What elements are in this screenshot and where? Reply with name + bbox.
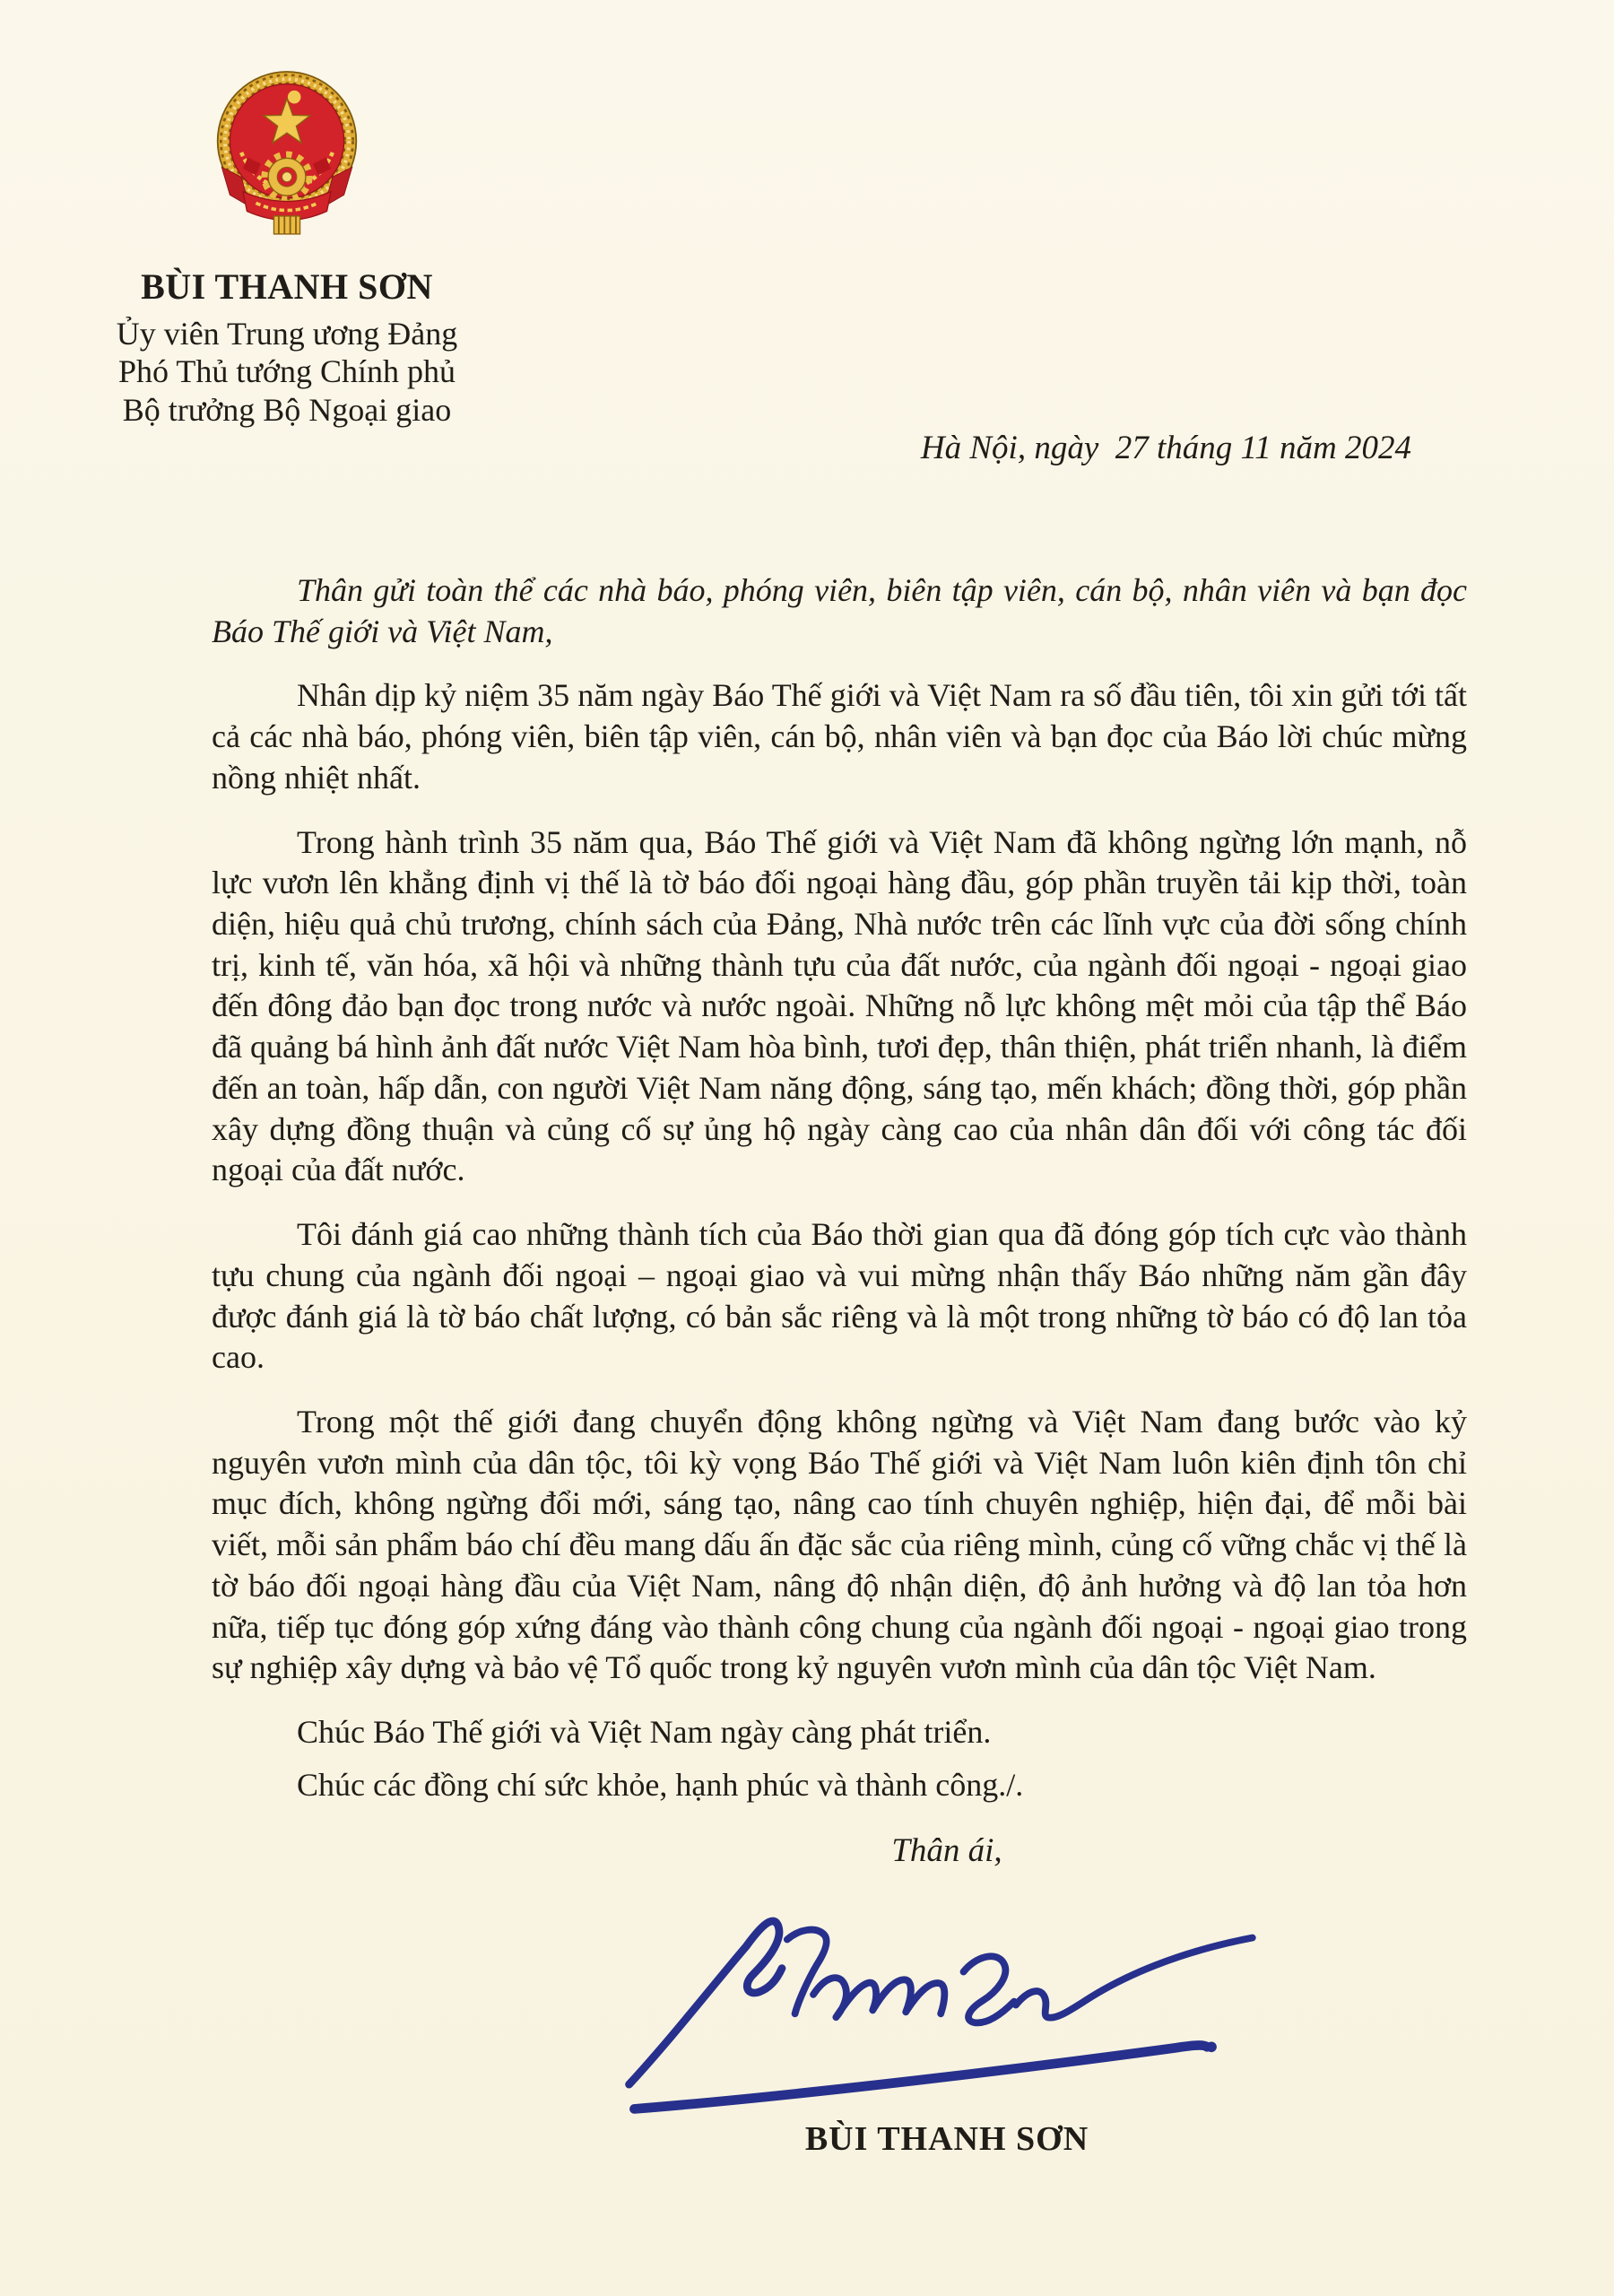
valediction: Thân ái, [891,1832,1002,1870]
wish-line-1: Chúc Báo Thế giới và Việt Nam ngày càng phát triển. [297,1713,992,1750]
letter-body [212,570,1467,2161]
body-paragraph-1: Nhân dịp kỷ niệm 35 năm ngày Báo Thế giới và Việt Nam ra số đầu tiên, tôi xin gửi tới tất cả các nhà báo, phóng viên, biên tập viên, cán bộ, nhân viên và bạn đọc của Báo lời chúc mừng nồng nhiệt nhất. [212,677,1467,796]
body-paragraph-2: Trong hành trình 35 năm qua, Báo Thế giới và Việt Nam đã không ngừng lớn mạnh, nỗ lực vươn lên khẳng định vị thế là tờ báo đối ngoại hàng đầu, góp phần truyền tải kịp thời, toàn diện, hiệu quả chủ trương, chính sách của Đảng, Nhà nước trên các lĩnh vực của đời sống chính trị, kinh tế, văn hóa, xã hội và những thành tựu của đất nước, của ngành đối ngoại - ngoại giao đến đông đảo bạn đọc trong nước và nước ngoài. Những nỗ lực không mệt mỏi của tập thể Báo đã quảng bá hình ảnh đất nước Việt Nam hòa bình, tươi đẹp, thân thiện, phát triển nhanh, là điểm đến an toàn, hấp dẫn, con người Việt Nam năng động, sáng tạo, mến khách; đồng thời, góp phần xây dựng đồng thuận và củng cố sự ủng hộ ngày càng cao của nhân dân đối với công tác đối ngoại của đất nước. [212,823,1467,1188]
body-paragraph-4: Trong một thế giới đang chuyển động không ngừng và Việt Nam đang bước vào kỷ nguyên vươn mình của dân tộc, tôi kỳ vọng Báo Thế giới và Việt Nam luôn kiên định tôn chỉ mục đích, không ngừng đổi mới, sáng tạo, nâng cao tính chuyên nghiệp, hiện đại, để mỗi bài viết, mỗi sản phẩm báo chí đều mang dấu ấn đặc sắc của riêng mình, củng cố vững chắc vị thế là tờ báo đối ngoại hàng đầu của Việt Nam, nâng độ nhận diện, độ ảnh hưởng và độ lan tỏa hơn nữa, tiếp tục đóng góp xứng đáng vào thành công chung của ngành đối ngoại - ngoại giao trong sự nghiệp xây dựng và bảo vệ Tổ quốc trong kỷ nguyên vươn mình của dân tộc Việt Nam. [212,1403,1467,1686]
salutation: Thân gửi toàn thể các nhà báo, phóng viên, biên tập viên, cán bộ, nhân viên và bạn đọc Báo Thế giới và Việt Nam, [212,572,1467,649]
sender-title-minister: Bộ trưởng Bộ Ngoại giao [122,391,452,428]
sender-name: BÙI THANH SƠN [141,266,433,307]
handwritten-signature-icon [615,1889,1279,2125]
letterhead [88,63,486,429]
sender-title-deputy-pm: Phó Thủ tướng Chính phủ [118,353,456,390]
dateline: Hà Nội, ngày 27 tháng 11 năm 2024 [920,430,1411,466]
closing-block [615,1831,1279,2161]
vietnam-national-emblem-icon [205,63,369,242]
sender-title-party: Ủy viên Trung ương Đảng [116,316,458,352]
body-paragraph-3: Tôi đánh giá cao những thành tích của Báo thời gian qua đã đóng góp tích cực vào thành tựu chung của ngành đối ngoại – ngoại giao và vui mừng nhận thấy Báo những năm gần đây được đánh giá là tờ báo chất lượng, có bản sắc riêng và là một trong những tờ báo có độ lan tỏa cao. [212,1216,1467,1376]
signatory-name: BÙI THANH SƠN [804,2120,1089,2159]
wish-line-2: Chúc các đồng chí sức khỏe, hạnh phúc và thành công./. [297,1766,1024,1803]
